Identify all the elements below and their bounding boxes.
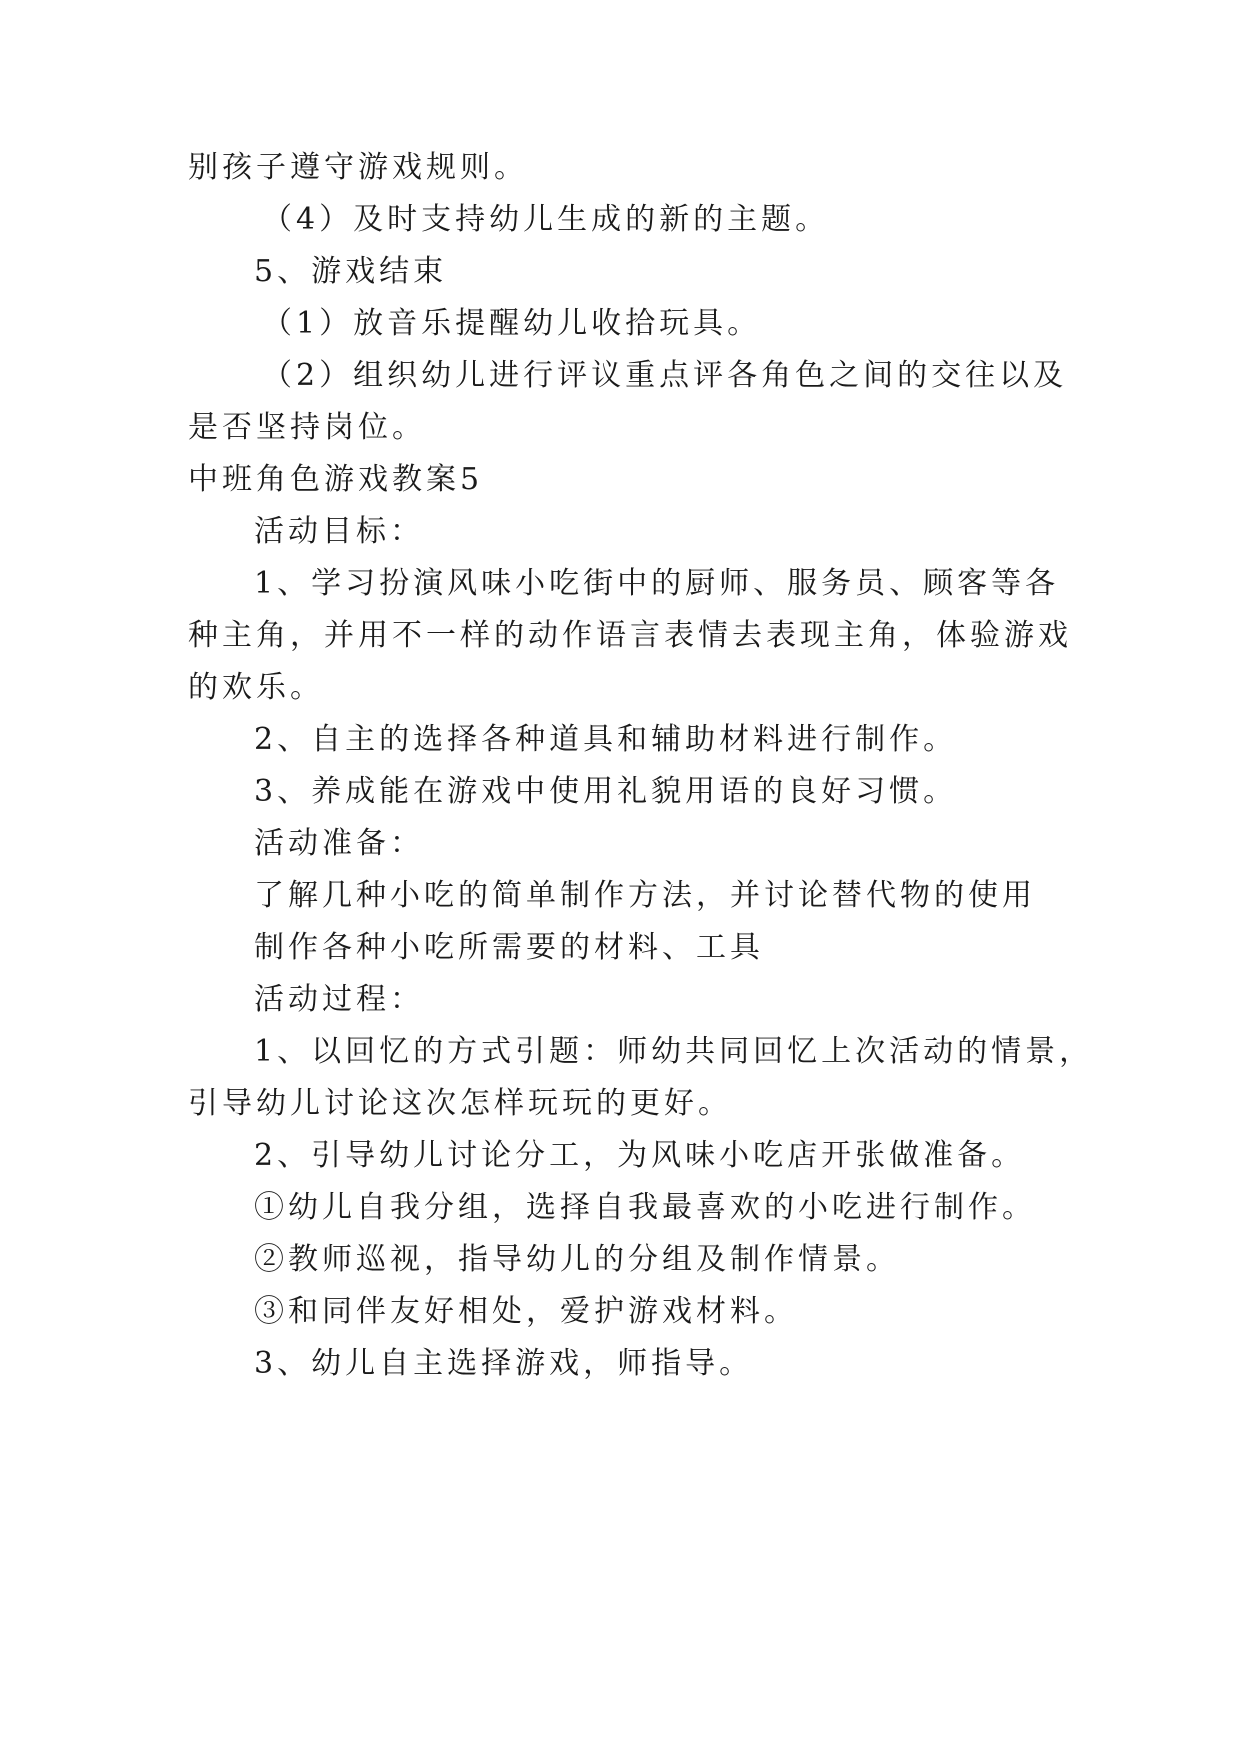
- text-line: 1、以回忆的方式引题：师幼共同回忆上次活动的情景，: [254, 1034, 1094, 1069]
- text-line: 3、养成能在游戏中使用礼貌用语的良好习惯。: [254, 774, 958, 809]
- section-heading: 活动目标：: [254, 514, 424, 549]
- text-line: （4）及时支持幼儿生成的新的主题。: [262, 202, 830, 237]
- text-line: 的欢乐。: [188, 670, 324, 705]
- text-line: ②教师巡视，指导幼儿的分组及制作情景。: [254, 1242, 900, 1277]
- text-line: （2）组织幼儿进行评议重点评各角色之间的交往以及: [262, 358, 1068, 393]
- text-line: （1）放音乐提醒幼儿收拾玩具。: [262, 306, 762, 341]
- text-line: 1、学习扮演风味小吃街中的厨师、服务员、顾客等各: [254, 566, 1060, 601]
- document-title: 中班角色游戏教案5: [188, 462, 484, 497]
- section-heading: 活动准备：: [254, 826, 424, 861]
- text-line: ①幼儿自我分组，选择自我最喜欢的小吃进行制作。: [254, 1190, 1036, 1225]
- section-heading: 5、游戏结束: [254, 254, 448, 289]
- text-line: 别孩子遵守游戏规则。: [188, 150, 528, 185]
- text-line: 制作各种小吃所需要的材料、工具: [254, 930, 764, 965]
- text-line: 种主角，并用不一样的动作语言表情去表现主角，体验游戏: [188, 618, 1072, 653]
- text-line: 3、幼儿自主选择游戏，师指导。: [254, 1346, 754, 1381]
- text-line: ③和同伴友好相处，爱护游戏材料。: [254, 1294, 798, 1329]
- text-line: 引导幼儿讨论这次怎样玩玩的更好。: [188, 1086, 732, 1121]
- text-line: 了解几种小吃的简单制作方法，并讨论替代物的使用: [254, 878, 1036, 913]
- text-line: 2、引导幼儿讨论分工，为风味小吃店开张做准备。: [254, 1138, 1026, 1173]
- text-line: 2、自主的选择各种道具和辅助材料进行制作。: [254, 722, 958, 757]
- section-heading: 活动过程：: [254, 982, 424, 1017]
- text-line: 是否坚持岗位。: [188, 410, 426, 445]
